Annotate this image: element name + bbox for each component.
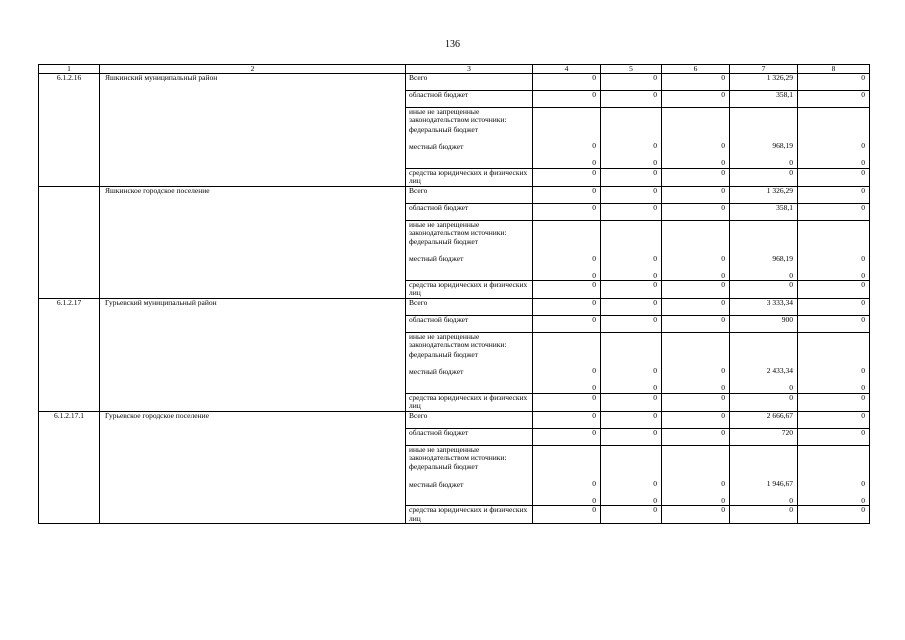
value-cell: 1 326,29 [730,74,798,91]
value-federal: 0 [721,253,725,263]
source-label-federal: федеральный бюджет [409,124,479,134]
value-local: 0 [861,383,865,393]
table-row [39,506,870,524]
value-local: 0 [789,383,793,393]
value-federal: 0 [592,478,596,488]
value-local: 0 [861,158,865,168]
blank-cell [39,316,100,333]
column-header: 3 [406,65,533,74]
blank-cell [100,168,406,186]
source-label-local: местный бюджет [409,254,464,264]
value-local: 0 [653,383,657,393]
value-cell: 0 [601,393,662,411]
source-label-other: иные не запрещенные законодательством источники: [409,445,507,463]
value-local: 0 [789,158,793,168]
value-cell: 0 [601,411,662,428]
value-federal: 0 [653,366,657,376]
blank-cell [39,393,100,411]
table-row [39,91,870,108]
value-local: 0 [861,270,865,280]
blank-cell [100,281,406,299]
value-local: 0 [592,496,596,506]
value-cell: 0 [533,281,601,299]
value-local: 0 [721,383,725,393]
value-cell: 0 [533,411,601,428]
value-cell-group [533,220,601,281]
source-label-local: местный бюджет [409,367,464,377]
column-header: 2 [100,65,406,74]
value-federal: 0 [592,141,596,150]
value-federal: 0 [861,478,865,488]
value-cell: 0 [601,91,662,108]
value-cell: 0 [601,316,662,333]
value-cell: 0 [798,299,870,316]
value-federal: 968,19 [772,253,793,263]
row-code: 6.1.2.16 [39,74,100,91]
column-header: 1 [39,65,100,74]
blank-cell [100,445,406,506]
table-row [39,428,870,445]
value-cell: 0 [662,428,730,445]
source-label-total: Всего [406,299,533,316]
blank-cell [100,428,406,445]
table-row [39,203,870,220]
value-federal: 0 [861,141,865,150]
territory-name: Гурьевское городское поселение [100,411,406,428]
value-cell: 3 333,34 [730,299,798,316]
blank-cell [39,506,100,524]
value-local: 0 [721,496,725,506]
value-cell: 0 [730,506,798,524]
value-cell: 0 [798,393,870,411]
blank-cell [100,203,406,220]
value-cell-group [533,445,601,506]
value-cell: 900 [730,316,798,333]
value-cell: 0 [798,506,870,524]
value-cell: 0 [533,393,601,411]
value-federal: 0 [653,253,657,263]
value-cell: 358,1 [730,91,798,108]
value-cell: 0 [601,203,662,220]
blank-cell [100,393,406,411]
source-label-legal: средства юридических и физических лиц [406,506,533,524]
column-header: 8 [798,65,870,74]
value-cell: 0 [798,203,870,220]
source-label-regional: областной бюджет [406,203,533,220]
value-local: 0 [861,496,865,506]
value-cell: 0 [730,168,798,186]
blank-cell [100,91,406,108]
value-local: 0 [721,158,725,168]
value-cell-group [798,333,870,394]
value-cell-group [730,220,798,281]
value-cell: 0 [533,74,601,91]
value-local: 0 [653,270,657,280]
value-cell: 0 [601,186,662,203]
value-cell-group [662,333,730,394]
table-row [39,411,870,428]
value-cell: 0 [533,186,601,203]
value-cell: 0 [662,411,730,428]
value-federal: 968,19 [772,141,793,150]
table-row [39,333,870,394]
value-cell-group [662,108,730,169]
blank-cell [39,281,100,299]
value-cell: 1 326,29 [730,186,798,203]
value-cell: 0 [662,203,730,220]
source-label-regional: областной бюджет [406,316,533,333]
blank-cell [100,316,406,333]
table-row [39,316,870,333]
value-cell: 0 [662,168,730,186]
blank-cell [39,428,100,445]
table-row [39,220,870,281]
source-label-group [406,220,533,281]
blank-cell [100,108,406,169]
financing-table [38,64,870,524]
value-federal: 0 [592,253,596,263]
value-local: 0 [789,496,793,506]
value-federal: 2 433,34 [766,366,793,376]
value-cell-group [533,333,601,394]
value-cell: 0 [730,393,798,411]
value-cell: 358,1 [730,203,798,220]
value-cell: 0 [730,281,798,299]
row-code: 6.1.2.17.1 [39,411,100,428]
value-cell-group [601,220,662,281]
value-cell: 0 [533,299,601,316]
table-row [39,186,870,203]
column-number-header-row [39,65,870,74]
table-row [39,445,870,506]
value-local: 0 [592,158,596,168]
value-federal: 0 [653,478,657,488]
blank-cell [39,203,100,220]
value-federal: 0 [861,366,865,376]
value-local: 0 [653,158,657,168]
value-federal: 0 [861,253,865,263]
blank-cell [39,108,100,169]
value-local: 0 [592,383,596,393]
value-federal: 0 [721,366,725,376]
value-cell: 0 [601,74,662,91]
table-row [39,168,870,186]
value-local: 0 [592,270,596,280]
value-cell: 0 [798,74,870,91]
value-local: 0 [789,270,793,280]
source-label-legal: средства юридических и физических лиц [406,393,533,411]
value-cell-group [662,220,730,281]
value-local: 0 [653,496,657,506]
value-federal: 1 946,67 [766,478,793,488]
table-row [39,281,870,299]
value-cell: 0 [798,186,870,203]
source-label-legal: средства юридических и физических лиц [406,168,533,186]
value-cell-group [730,333,798,394]
territory-name: Яшкинское городское поселение [100,186,406,203]
source-label-group [406,108,533,169]
row-code [39,186,100,203]
source-label-federal: федеральный бюджет [409,237,479,247]
value-cell-group [533,108,601,169]
blank-cell [100,220,406,281]
value-cell: 0 [601,299,662,316]
value-cell: 0 [798,91,870,108]
column-header: 5 [601,65,662,74]
source-label-other: иные не запрещенные законодательством источники: [409,107,507,125]
value-cell: 0 [533,91,601,108]
value-federal: 0 [721,478,725,488]
table-row [39,299,870,316]
source-label-total: Всего [406,411,533,428]
value-cell: 0 [798,316,870,333]
page-number: 136 [445,39,460,50]
value-cell: 0 [601,168,662,186]
value-cell: 0 [601,506,662,524]
source-label-other: иные не запрещенные законодательством источники: [409,220,507,237]
value-cell: 0 [533,428,601,445]
value-cell: 0 [662,91,730,108]
value-cell: 2 666,67 [730,411,798,428]
value-cell: 0 [601,428,662,445]
blank-cell [39,333,100,394]
value-cell-group [730,108,798,169]
value-cell: 0 [662,74,730,91]
value-federal: 0 [721,141,725,150]
value-federal: 0 [592,366,596,376]
source-label-regional: областной бюджет [406,91,533,108]
source-label-regional: областной бюджет [406,428,533,445]
blank-cell [100,333,406,394]
source-label-federal: федеральный бюджет [409,462,479,472]
table-row [39,108,870,169]
source-label-federal: федеральный бюджет [409,349,479,359]
column-header: 4 [533,65,601,74]
source-label-group [406,333,533,394]
value-cell: 720 [730,428,798,445]
value-cell: 0 [601,281,662,299]
value-cell-group [798,108,870,169]
blank-cell [39,168,100,186]
value-cell: 0 [662,393,730,411]
value-cell-group [798,220,870,281]
value-federal: 0 [653,141,657,150]
source-label-total: Всего [406,186,533,203]
column-header: 6 [662,65,730,74]
value-cell: 0 [533,506,601,524]
value-cell-group [798,445,870,506]
blank-cell [100,506,406,524]
source-label-total: Всего [406,74,533,91]
value-cell-group [601,445,662,506]
source-label-local: местный бюджет [409,479,464,489]
value-cell: 0 [662,299,730,316]
blank-cell [39,445,100,506]
value-cell: 0 [798,281,870,299]
blank-cell [39,220,100,281]
value-cell: 0 [798,428,870,445]
source-label-group [406,445,533,506]
value-local: 0 [721,270,725,280]
value-cell: 0 [533,316,601,333]
source-label-legal: средства юридических и физических лиц [406,281,533,299]
table-row [39,393,870,411]
source-label-local: местный бюджет [409,141,464,151]
blank-cell [39,91,100,108]
value-cell-group [601,333,662,394]
value-cell-group [662,445,730,506]
value-cell-group [730,445,798,506]
table-row [39,74,870,91]
value-cell-group [601,108,662,169]
territory-name: Яшкинский муниципальный район [100,74,406,91]
value-cell: 0 [798,168,870,186]
source-label-other: иные не запрещенные законодательством источники: [409,332,507,350]
value-cell: 0 [662,281,730,299]
value-cell: 0 [533,168,601,186]
value-cell: 0 [662,506,730,524]
column-header: 7 [730,65,798,74]
value-cell: 0 [798,411,870,428]
row-code: 6.1.2.17 [39,299,100,316]
value-cell: 0 [662,186,730,203]
territory-name: Гурьевский муниципальный район [100,299,406,316]
value-cell: 0 [533,203,601,220]
value-cell: 0 [662,316,730,333]
